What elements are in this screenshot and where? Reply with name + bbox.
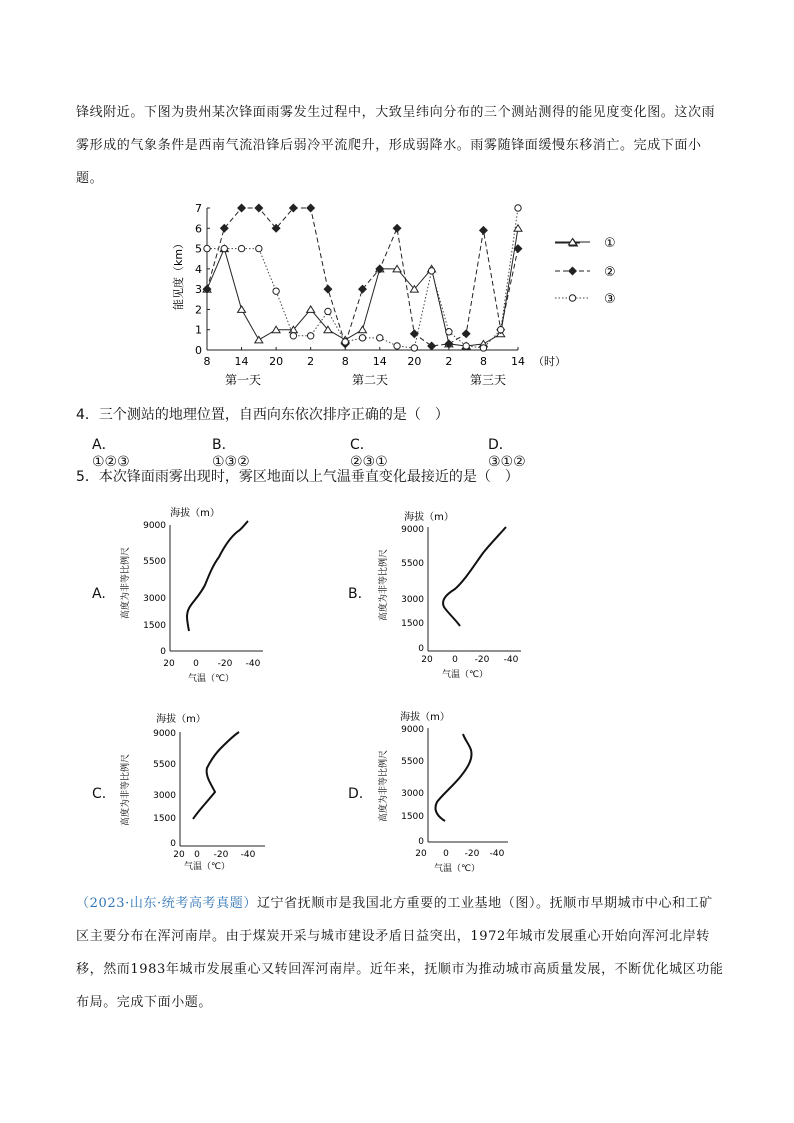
intro-paragraph: 锋线附近。下图为贵州某次锋面雨雾发生过程中，大致呈纬向分布的三个测站测得的能见度变化图。这次雨雾形成的气象条件是西南气流沿锋后弱冷平流爬升，形成弱降水。雨雾随锋面缓慢东移消亡。完成下面小题。 <box>76 105 716 186</box>
x-unit: （时） <box>533 355 566 368</box>
x-tick-label: 14 <box>511 355 525 368</box>
svg-text:3000: 3000 <box>401 789 424 799</box>
day-label-2: 第二天 <box>351 373 389 387</box>
svg-text:0: 0 <box>160 647 166 657</box>
svg-text:-40: -40 <box>489 849 505 859</box>
svg-text:-40: -40 <box>245 659 261 669</box>
svg-text:9000: 9000 <box>401 725 424 735</box>
svg-text:高度为非等比例尺: 高度为非等比例尺 <box>379 548 389 622</box>
option-b-label[interactable]: B. <box>348 586 363 602</box>
legend-item-3 <box>555 292 616 307</box>
option-c[interactable]: C．②③① <box>350 437 388 470</box>
series-3-point <box>238 245 244 251</box>
question-5: 5．本次锋面雨雾出现时，雾区地面以上气温垂直变化最接近的是（ ） <box>76 469 519 485</box>
series-3-point <box>498 327 504 333</box>
svg-text:9000: 9000 <box>153 729 176 739</box>
y-tick-label: 6 <box>195 222 202 236</box>
y-tick-label: 1 <box>195 323 202 337</box>
svg-text:海拔（m）: 海拔（m） <box>400 712 450 723</box>
svg-text:-20: -20 <box>217 659 233 669</box>
svg-text:-40: -40 <box>503 655 519 665</box>
temp-a-y-side: 高度为非等比例尺 <box>121 546 131 620</box>
svg-text:5500: 5500 <box>143 557 166 567</box>
x-tick-label: 2 <box>445 355 453 368</box>
legend-item-1 <box>555 236 616 251</box>
svg-text:0: 0 <box>170 839 176 849</box>
series-2-point <box>237 204 246 213</box>
x-tick-label: 8 <box>479 355 487 368</box>
svg-text:②: ② <box>604 265 616 280</box>
series-3-point <box>273 288 279 294</box>
source-tag[interactable]: （2023·山东·统考高考真题） <box>76 896 257 911</box>
series-2-point <box>306 204 315 213</box>
series-3-point <box>359 335 365 341</box>
series-3-point <box>221 245 227 251</box>
question-4: 4．三个测站的地理位置，自西向东依次排序正确的是（ ） <box>76 407 449 423</box>
series-2-point <box>410 329 419 338</box>
x-tick-label: 14 <box>372 355 387 368</box>
svg-text:高度为非等比例尺: 高度为非等比例尺 <box>121 753 131 827</box>
series-2-point <box>393 224 402 233</box>
svg-text:9000: 9000 <box>401 525 424 535</box>
svg-text:①: ① <box>604 236 616 251</box>
series-3-point <box>394 343 400 349</box>
temp-profile-b <box>373 505 533 685</box>
temp-curve-d <box>435 734 471 821</box>
diamond-marker-icon <box>568 267 577 276</box>
series-3-point <box>204 245 210 251</box>
svg-text:9000: 9000 <box>143 521 166 531</box>
day-label-3: 第三天 <box>469 373 507 387</box>
svg-text:1500: 1500 <box>153 814 176 824</box>
series-3-point <box>377 335 383 341</box>
visibility-chart <box>160 196 580 396</box>
series-3-point <box>480 345 486 351</box>
x-tick-label: 20 <box>407 355 422 368</box>
option-a-label[interactable]: A. <box>92 586 106 602</box>
series-3-point <box>463 343 469 349</box>
svg-text:5500: 5500 <box>401 757 424 767</box>
option-d[interactable]: D．③①② <box>488 437 526 470</box>
x-tick-label: 2 <box>307 355 315 368</box>
series-2-point <box>462 329 471 338</box>
y-tick-label: 3 <box>195 283 202 297</box>
temp-a-y-title: 海拔（m） <box>170 508 220 519</box>
y-tick-label: 0 <box>195 344 202 357</box>
y-tick-labels <box>195 202 210 357</box>
x-tick-label: 14 <box>234 355 249 368</box>
svg-text:0: 0 <box>443 849 449 859</box>
option-a[interactable]: A．①②③ <box>92 437 130 470</box>
series-3-point <box>290 333 296 339</box>
series-3-point <box>325 308 331 314</box>
outro-text: 辽宁省抚顺市是我国北方重要的工业基地（图）。抚顺市早期城市中心和工矿区主要分布在浑河南岸。由于煤炭开采与城市建设矛盾日益突出，1972年城市发展重心开始向浑河北岸转移，然而1983年城市发展重心又转回浑河南岸。近年来，抚顺市为推动城市高质量发展，不断优化城区功能布局。完成下面小题。 <box>76 896 724 1010</box>
svg-text:-20: -20 <box>464 849 480 859</box>
series-2-point <box>427 341 436 350</box>
circle-marker-icon <box>569 295 575 301</box>
svg-text:气温（℃）: 气温（℃） <box>187 674 235 684</box>
series-3-point <box>446 329 452 335</box>
series-1-point <box>359 326 367 333</box>
svg-text:气温（℃）: 气温（℃） <box>441 670 489 680</box>
y-tick-label: 4 <box>195 262 202 276</box>
series-3-point <box>307 333 313 339</box>
svg-text:气温（℃）: 气温（℃） <box>433 864 481 874</box>
x-tick-label: 20 <box>269 355 284 368</box>
svg-text:-40: -40 <box>240 850 256 860</box>
svg-text:5500: 5500 <box>153 760 176 770</box>
x-tick-label: 8 <box>203 355 211 368</box>
svg-text:-20: -20 <box>474 655 490 665</box>
svg-text:0: 0 <box>418 644 424 654</box>
outro-paragraph <box>76 887 726 1019</box>
series-2-point <box>479 226 488 235</box>
series-2-point <box>323 285 332 294</box>
temp-profile-a <box>115 505 275 685</box>
svg-text:气温（℃）: 气温（℃） <box>183 862 231 872</box>
svg-text:5500: 5500 <box>401 559 424 569</box>
series-lines <box>203 204 523 352</box>
svg-text:20: 20 <box>173 850 185 860</box>
option-b[interactable]: B．①③② <box>212 437 250 470</box>
series-3-point <box>411 345 417 351</box>
option-d-label[interactable]: D. <box>348 786 364 802</box>
series-3-point <box>342 339 348 345</box>
y-tick-label: 7 <box>195 202 202 215</box>
svg-text:1500: 1500 <box>401 619 424 629</box>
svg-text:0: 0 <box>193 659 199 669</box>
temp-profile-d <box>373 706 533 876</box>
svg-text:海拔（m）: 海拔（m） <box>156 714 206 725</box>
svg-text:1500: 1500 <box>401 812 424 822</box>
svg-text:0: 0 <box>194 850 200 860</box>
series-3-point <box>515 205 521 211</box>
temp-curve-b <box>443 527 506 626</box>
svg-text:3000: 3000 <box>143 594 166 604</box>
option-c-label[interactable]: C. <box>92 786 107 802</box>
temp-profile-c <box>115 706 275 876</box>
svg-text:20: 20 <box>421 655 433 665</box>
svg-text:1500: 1500 <box>143 621 166 631</box>
series-1-point <box>238 306 246 313</box>
svg-text:0: 0 <box>452 655 458 665</box>
temp-curve-a <box>187 521 248 631</box>
day-label-1: 第一天 <box>224 373 262 387</box>
y-tick-label: 2 <box>195 303 202 317</box>
x-tick-label: 8 <box>341 355 349 368</box>
chart-legend <box>550 230 630 310</box>
svg-text:高度为非等比例尺: 高度为非等比例尺 <box>379 749 389 823</box>
series-3-point <box>428 268 434 274</box>
svg-text:20: 20 <box>163 659 175 669</box>
series-line-2 <box>207 208 518 346</box>
svg-text:20: 20 <box>415 849 427 859</box>
y-tick-label: 5 <box>195 242 202 256</box>
temp-curve-c <box>193 732 239 819</box>
legend-item-2 <box>555 265 616 280</box>
chart-ylabel: 能见度（km） <box>172 237 185 311</box>
svg-text:③: ③ <box>604 292 616 307</box>
series-1-point <box>255 336 263 343</box>
svg-text:海拔（m）: 海拔（m） <box>404 512 454 523</box>
svg-text:3000: 3000 <box>401 595 424 605</box>
series-3-point <box>256 245 262 251</box>
svg-text:-20: -20 <box>213 850 229 860</box>
series-1-point <box>307 306 315 313</box>
svg-text:3000: 3000 <box>153 791 176 801</box>
svg-text:0: 0 <box>418 837 424 847</box>
series-2-point <box>254 204 263 213</box>
